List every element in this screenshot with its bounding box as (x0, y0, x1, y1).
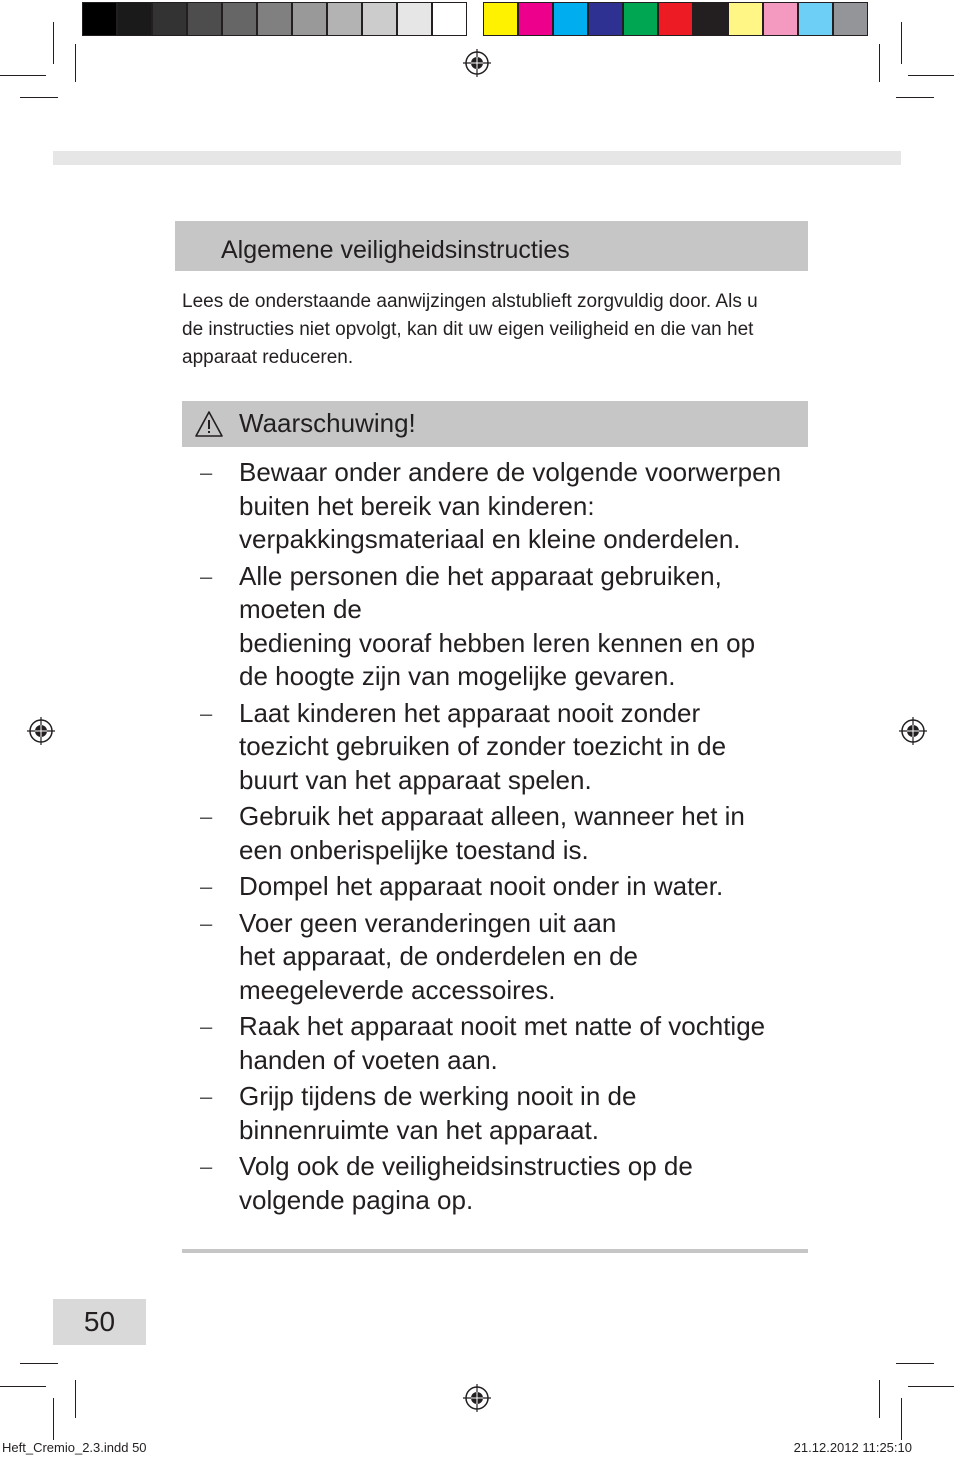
gray-swatch (187, 2, 222, 36)
warning-list-item (182, 1080, 782, 1147)
bullet-dash: – (200, 460, 213, 485)
warning-item-text: Gebruik het apparaat alleen, wanneer het in een onberispelijke toestand is. (239, 801, 745, 865)
gray-swatch (362, 2, 397, 36)
header-band (53, 151, 901, 165)
gray-swatch (397, 2, 432, 36)
gray-swatch (292, 2, 327, 36)
gray-swatch (432, 2, 467, 36)
color-swatch (658, 2, 693, 36)
warning-list-item (182, 870, 782, 904)
gray-swatch (222, 2, 257, 36)
color-swatch (553, 2, 588, 36)
warning-item-text: Bewaar onder andere de volgende voorwerpen buiten het bereik van kinderen: verpakkingsmateriaal en kleine onderdelen. (239, 457, 782, 554)
warning-list-item (182, 456, 782, 557)
registration-mark-icon (463, 49, 491, 77)
gray-swatch (117, 2, 152, 36)
gray-swatch (82, 2, 117, 36)
warning-list-item (182, 800, 782, 867)
warning-list-item (182, 1150, 782, 1217)
warning-item-text: Laat kinderen het apparaat nooit zonder toezicht gebruiken of zonder toezicht in de buurt van het apparaat spelen. (239, 697, 727, 795)
bullet-dash: – (200, 1084, 213, 1109)
bullet-dash: – (200, 1154, 213, 1179)
registration-mark-icon (899, 717, 927, 745)
page-number: 50 (83, 1306, 116, 1337)
color-swatch (833, 2, 868, 36)
warning-list-item (182, 697, 782, 798)
warning-list-item (182, 907, 782, 1008)
slug-filename: Heft_Cremio_2.3.indd 50 (2, 1440, 147, 1455)
warning-item-text: Voer geen veranderingen uit aan het apparaat, de onderdelen en de meegeleverde accessoires. (239, 907, 639, 1005)
section-header (175, 221, 808, 271)
warning-header (182, 401, 808, 447)
color-swatch (728, 2, 763, 36)
gray-swatch (327, 2, 362, 36)
bullet-dash: – (200, 700, 213, 726)
color-swatch (588, 2, 623, 36)
color-swatch (693, 2, 728, 36)
bullet-dash: – (200, 1014, 213, 1039)
warning-title: Waarschuwing! (239, 408, 416, 438)
page-number-box (53, 1299, 146, 1345)
warning-list (182, 456, 782, 1220)
warning-item-text: Alle personen die het apparaat gebruiken, moeten de bediening vooraf hebben leren kennen en op de hoogte zijn van mogelijke gevaren. (239, 560, 756, 691)
section-title: Algemene veiligheidsinstructies (221, 236, 570, 264)
section-divider (182, 1249, 808, 1253)
warning-list-item (182, 560, 782, 694)
bullet-dash: – (200, 804, 213, 829)
warning-item-text: Grijp tijdens de werking nooit in de binnenruimte van het apparaat. (239, 1081, 637, 1145)
color-swatch (518, 2, 553, 36)
bullet-dash: – (200, 563, 213, 589)
gray-swatch (257, 2, 292, 36)
color-swatch (623, 2, 658, 36)
color-swatch (763, 2, 798, 36)
warning-triangle-icon (194, 409, 224, 439)
registration-mark-icon (463, 1384, 491, 1412)
color-swatch (483, 2, 518, 36)
bullet-dash: – (200, 910, 213, 936)
color-swatch (798, 2, 833, 36)
slug-datetime: 21.12.2012 11:25:10 (793, 1440, 912, 1455)
gray-swatch (152, 2, 187, 36)
warning-list-item (182, 1010, 782, 1077)
warning-item-text: Volg ook de veiligheidsinstructies op de volgende pagina op. (239, 1151, 693, 1215)
warning-item-text: Dompel het apparaat nooit onder in water. (239, 871, 724, 901)
intro-paragraph: Lees de onderstaande aanwijzingen alstublieft zorgvuldig door. Als u de instructies niet opvolgt, kan dit uw eigen veiligheid en die van het apparaat reduceren. (182, 291, 758, 368)
warning-item-text: Raak het apparaat nooit met natte of vochtige handen of voeten aan. (239, 1011, 766, 1075)
bullet-dash: – (200, 874, 213, 899)
registration-mark-icon (27, 717, 55, 745)
